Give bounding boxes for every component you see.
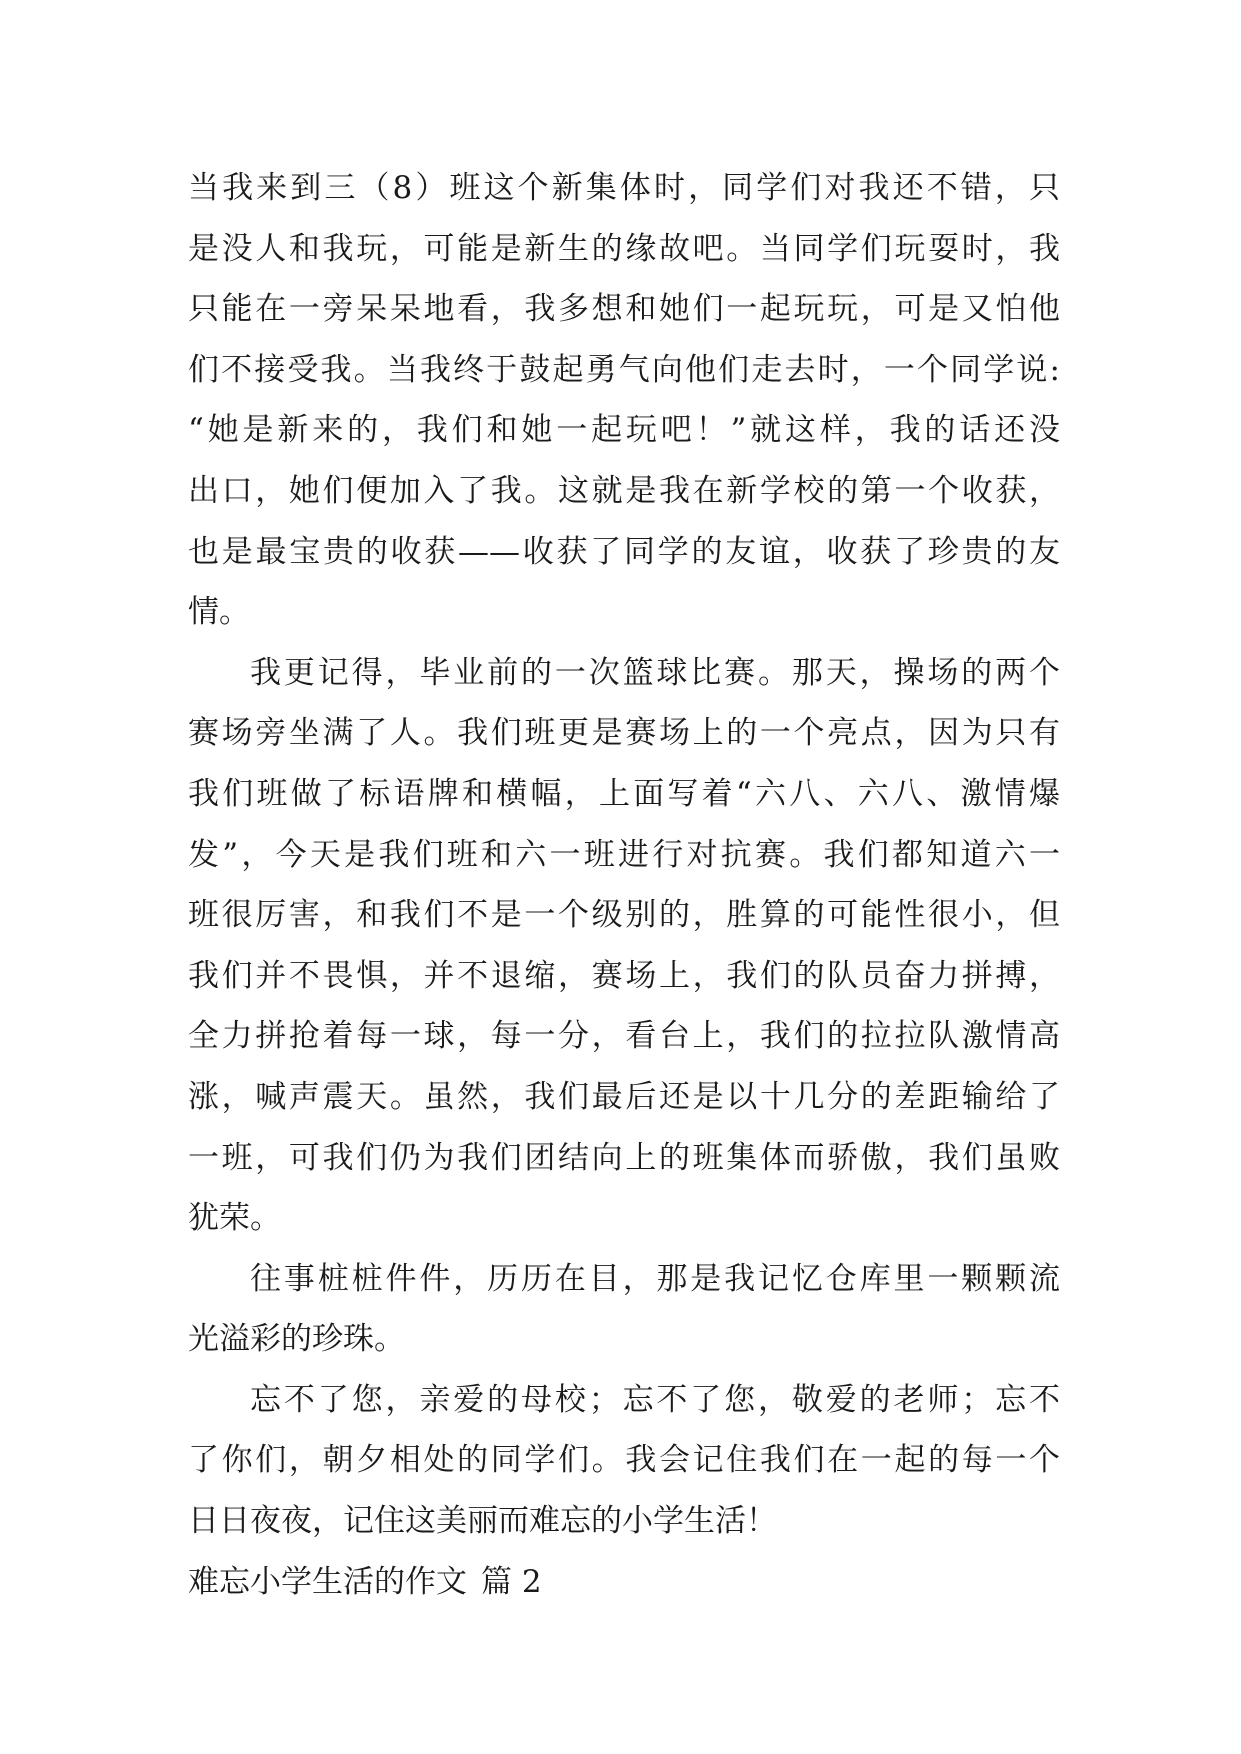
document-body	[188, 158, 1060, 1612]
paragraph	[188, 1370, 1060, 1552]
text-line: 日日夜夜，记住这美丽而难忘的小学生活！	[188, 1503, 777, 1540]
heading-title: 难忘小学生活的作文	[188, 1563, 467, 1600]
text-line: 也是最宝贵的收获——收获了同学的友谊，收获了珍贵的友	[188, 533, 1060, 570]
text-line: 往事桩桩件件，历历在目，那是我记忆仓库里一颗颗流	[250, 1260, 1060, 1297]
text-line: 只能在一旁呆呆地看，我多想和她们一起玩玩，可是又怕他	[188, 291, 1060, 328]
text-line: 赛场旁坐满了人。我们班更是赛场上的一个亮点，因为只有	[188, 715, 1060, 752]
text-line: “她是新来的，我们和她一起玩吧！”就这样，我的话还没	[188, 412, 1060, 449]
text-line: 是没人和我玩，可能是新生的缘故吧。当同学们玩耍时，我	[188, 230, 1060, 267]
heading-number: 篇 2	[481, 1563, 542, 1600]
text-line: 当我来到三（8）班这个新集体时，同学们对我还不错，只	[188, 170, 1060, 206]
paragraph	[188, 643, 1060, 1249]
text-line: 发”，今天是我们班和六一班进行对抗赛。我们都知道六一	[188, 836, 1060, 873]
text-line: 犹荣。	[188, 1200, 281, 1237]
text-line: 们不接受我。当我终于鼓起勇气向他们走去时，一个同学说:	[188, 351, 1060, 388]
text-line: 班很厉害，和我们不是一个级别的，胜算的可能性很小，但	[188, 897, 1060, 934]
text-line: 出口，她们便加入了我。这就是我在新学校的第一个收获，	[188, 472, 1060, 509]
text-line: 光溢彩的珍珠。	[188, 1321, 405, 1358]
paragraph	[188, 1249, 1060, 1370]
text-line: 忘不了您，亲爱的母校；忘不了您，敬爱的老师；忘不	[250, 1381, 1060, 1418]
text-line: 我们并不畏惧，并不退缩，赛场上，我们的队员奋力拼搏，	[188, 957, 1060, 994]
text-line: 全力拼抢着每一球，每一分，看台上，我们的拉拉队激情高	[188, 1018, 1060, 1055]
section-heading	[188, 1552, 1060, 1613]
text-line: 了你们，朝夕相处的同学们。我会记住我们在一起的每一个	[188, 1442, 1060, 1479]
text-line: 我更记得，毕业前的一次篮球比赛。那天，操场的两个	[250, 654, 1060, 691]
text-line: 我们班做了标语牌和横幅，上面写着“六八、六八、激情爆	[188, 775, 1060, 812]
text-line: 一班，可我们仍为我们团结向上的班集体而骄傲，我们虽败	[188, 1139, 1060, 1176]
text-line: 情。	[188, 594, 250, 631]
paragraph	[188, 158, 1060, 643]
text-line: 涨，喊声震天。虽然，我们最后还是以十几分的差距输给了	[188, 1078, 1060, 1115]
